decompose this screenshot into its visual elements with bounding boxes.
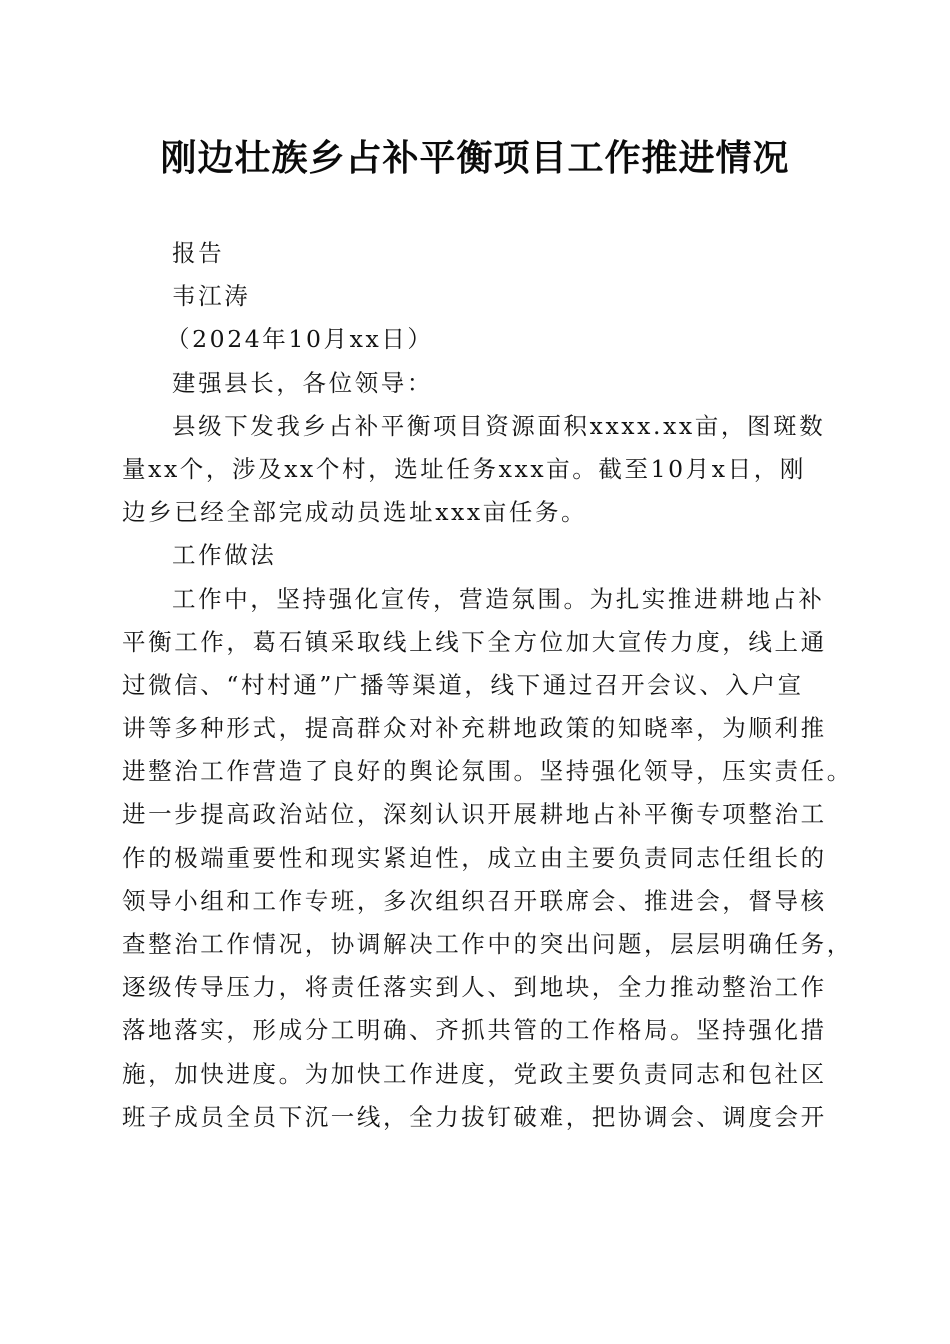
paragraph-line: 工作中，坚持强化宣传，营造氛围。为扎实推进耕地占补 (172, 584, 825, 613)
paragraph-line: 查整治工作情况，协调解决工作中的突出问题，层层明确任务， (122, 930, 853, 958)
paragraph-line: 讲等多种形式，提高群众对补充耕地政策的知晓率，为顺利推 (122, 714, 827, 743)
section-heading: 工作做法 (172, 541, 277, 570)
document-title: 刚边壮族乡占补平衡项目工作推进情况 (160, 138, 790, 178)
paragraph-line: 领导小组和工作专班，多次组织召开联席会、推进会，督导核 (122, 886, 827, 915)
salutation: 建强县长，各位领导： (172, 368, 433, 397)
document-type-label: 报告 (172, 239, 225, 267)
paragraph-line: 落地落实，形成分工明确、齐抓共管的工作格局。坚持强化措 (122, 1016, 827, 1045)
paragraph-line: 边乡已经全部完成动员选址xxx亩任务。 (122, 498, 588, 527)
paragraph-line: 县级下发我乡占补平衡项目资源面积xxxx.xx亩，图斑数 (172, 411, 826, 440)
document-date: （2024年10月xx日） (166, 325, 434, 354)
paragraph-line: 进整治工作营造了良好的舆论氛围。坚持强化领导，压实责任。 (122, 757, 853, 786)
paragraph-line: 逐级传导压力，将责任落实到人、到地块，全力推动整治工作 (122, 973, 827, 1002)
paragraph-line: 作的极端重要性和现实紧迫性，成立由主要负责同志任组长的 (122, 843, 827, 872)
paragraph-line: 平衡工作，葛石镇采取线上线下全方位加大宣传力度，线上通 (122, 627, 827, 656)
paragraph-line: 过微信、“村村通”广播等渠道，线下通过召开会议、入户宣 (122, 670, 804, 699)
paragraph-line: 班子成员全员下沉一线，全力拔钉破难，把协调会、调度会开 (122, 1102, 827, 1131)
paragraph-line: 施，加快进度。为加快工作进度，党政主要负责同志和包社区 (122, 1059, 827, 1088)
author-name: 韦江涛 (172, 282, 251, 311)
paragraph-line: 量xx个，涉及xx个村，选址任务xxx亩。截至10月x日，刚 (122, 454, 806, 483)
document-body (122, 232, 853, 1139)
paragraph-line: 进一步提高政治站位，深刻认识开展耕地占补平衡专项整治工 (122, 800, 827, 829)
